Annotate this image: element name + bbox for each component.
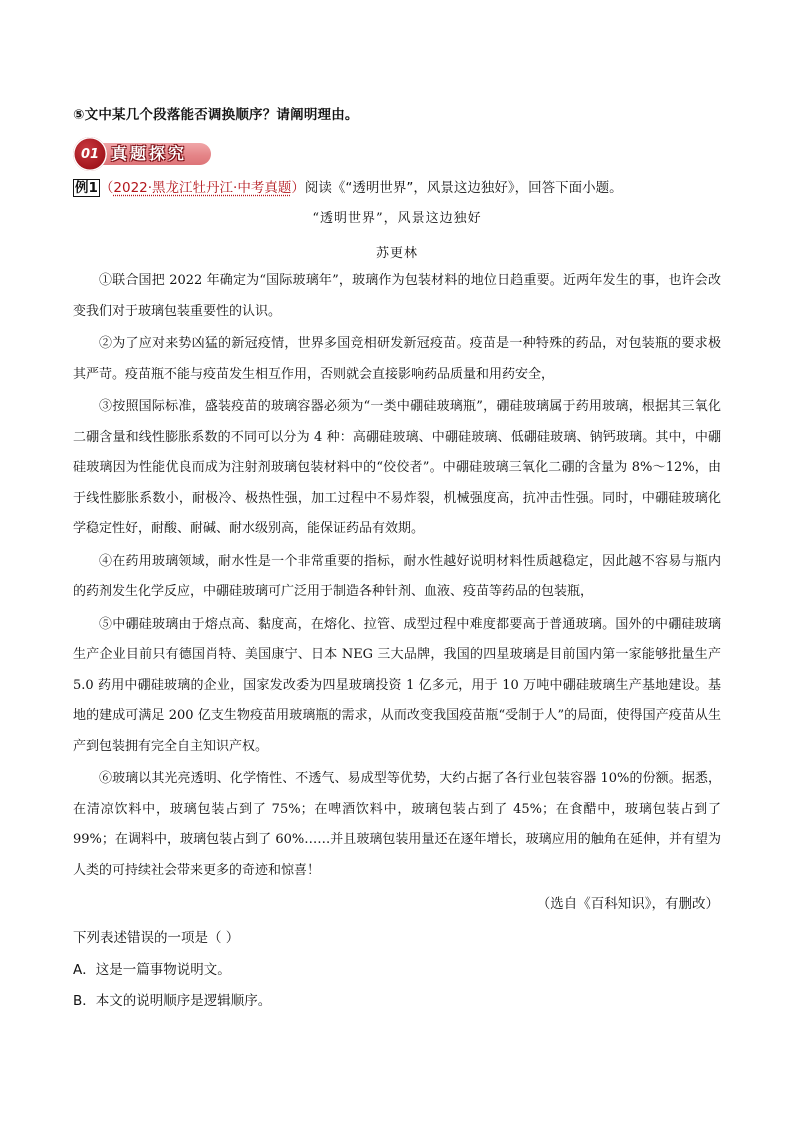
example-instruction: 阅读《“透明世界”，风景这边独好》，回答下面小题。 <box>304 180 623 196</box>
example-source-link[interactable]: 2022·黑龙江牡丹江·中考真题 <box>113 180 292 196</box>
article-body <box>73 266 721 888</box>
example-paren-close: ） <box>291 180 305 196</box>
article-paragraph-6: ⑥玻璃以其光亮透明、化学惰性、不透气、易成型等优势，大约占据了各行业包装容器 10%的份额。据悉，在清凉饮料中，玻璃包装占到了 75%；在啤酒饮料中，玻璃包装占到了 45%；在食醋中，玻璃包装占到了 99%；在调料中，玻璃包装占到了 60%……并且玻璃包装用量还在逐年增长，玻璃应用的触角在延伸，并有望为人类的可持续社会带来更多的奇迹和惊喜！ <box>73 771 721 878</box>
article-author: 苏更林 <box>375 246 418 261</box>
article-paragraph-3: ③按照国际标准，盛装疫苗的玻璃容器必须为“一类中硼硅玻璃瓶”，硼硅玻璃属于药用玻璃，根据其三氧化二硼含量和线性膨胀系数的不同可以分为 4 种：高硼硅玻璃、中硼硅玻璃、低硼硅玻璃、钠钙玻璃。其中，中硼硅玻璃因为性能优良而成为注射剂玻璃包装材料中的“佼佼者”。中硼硅玻璃三氧化二硼的含量为 8%～12%，由于线性膨胀系数小，耐极冷、极热性强，加工过程中不易炸裂，机械强度高，抗冲击性强。同时，中硼硅玻璃化学稳定性好，耐酸、耐碱、耐水级别高，能保证药品有效期。 <box>73 399 721 536</box>
article-title: “透明世界”，风景这边独好 <box>312 211 482 226</box>
article-paragraph-5: ⑤中硼硅玻璃由于熔点高、黏度高，在熔化、拉管、成型过程中难度都要高于普通玻璃。国外的中硼硅玻璃生产企业目前只有德国肖特、美国康宁、日本 NEG 三大品牌，我国的四星玻璃是目前国内第一家能够批量生产 5.0 药用中硼硅玻璃的企业，国家发改委为四星玻璃投资 1 亿多元，用于 10 万吨中硼硅玻璃生产基地建设。基地的建成可满足 200 亿支生物疫苗用玻璃瓶的需求，从而改变我国疫苗瓶“受制于人”的局面，使得国产疫苗从生产到包装拥有完全自主知识产权。 <box>73 616 721 754</box>
example-paren-open: （ <box>99 180 114 196</box>
article-paragraph-1: ①联合国把 2022 年确定为“国际玻璃年”，玻璃作为包装材料的地位日趋重要。近两年发生的事，也许会改变我们对于玻璃包装重要性的认识。 <box>73 273 721 319</box>
article-paragraph-2: ②为了应对来势凶猛的新冠疫情，世界多国竞相研发新冠疫苗。疫苗是一种特殊的药品，对包装瓶的要求极其严苛。疫苗瓶不能与疫苗发生相互作用，否则就会直接影响药品质量和用药安全， <box>73 336 721 382</box>
section-number-badge: 01 <box>73 137 107 171</box>
section-title: 真题探究 <box>111 144 188 163</box>
example-label: 例1 <box>75 180 98 196</box>
example-heading <box>73 176 623 197</box>
section-banner <box>73 137 213 171</box>
article-paragraph-4: ④在药用玻璃领域，耐水性是一个非常重要的指标，耐水性越好说明材料性质越稳定，因此越不容易与瓶内的药剂发生化学反应，中硼硅玻璃可广泛用于制造各种针剂、血液、疫苗等药品的包装瓶， <box>73 553 721 599</box>
intro-question: ⑤文中某几个段落能否调换顺序？请阐明理由。 <box>73 107 359 123</box>
option-b[interactable]: B．本文的说明顺序是逻辑顺序。 <box>73 993 272 1009</box>
source-note: （选自《百科知识》，有删改） <box>536 896 719 912</box>
question-stem: 下列表述错误的一项是（ ） <box>73 930 240 946</box>
option-a[interactable]: A．这是一篇事物说明文。 <box>73 962 231 978</box>
